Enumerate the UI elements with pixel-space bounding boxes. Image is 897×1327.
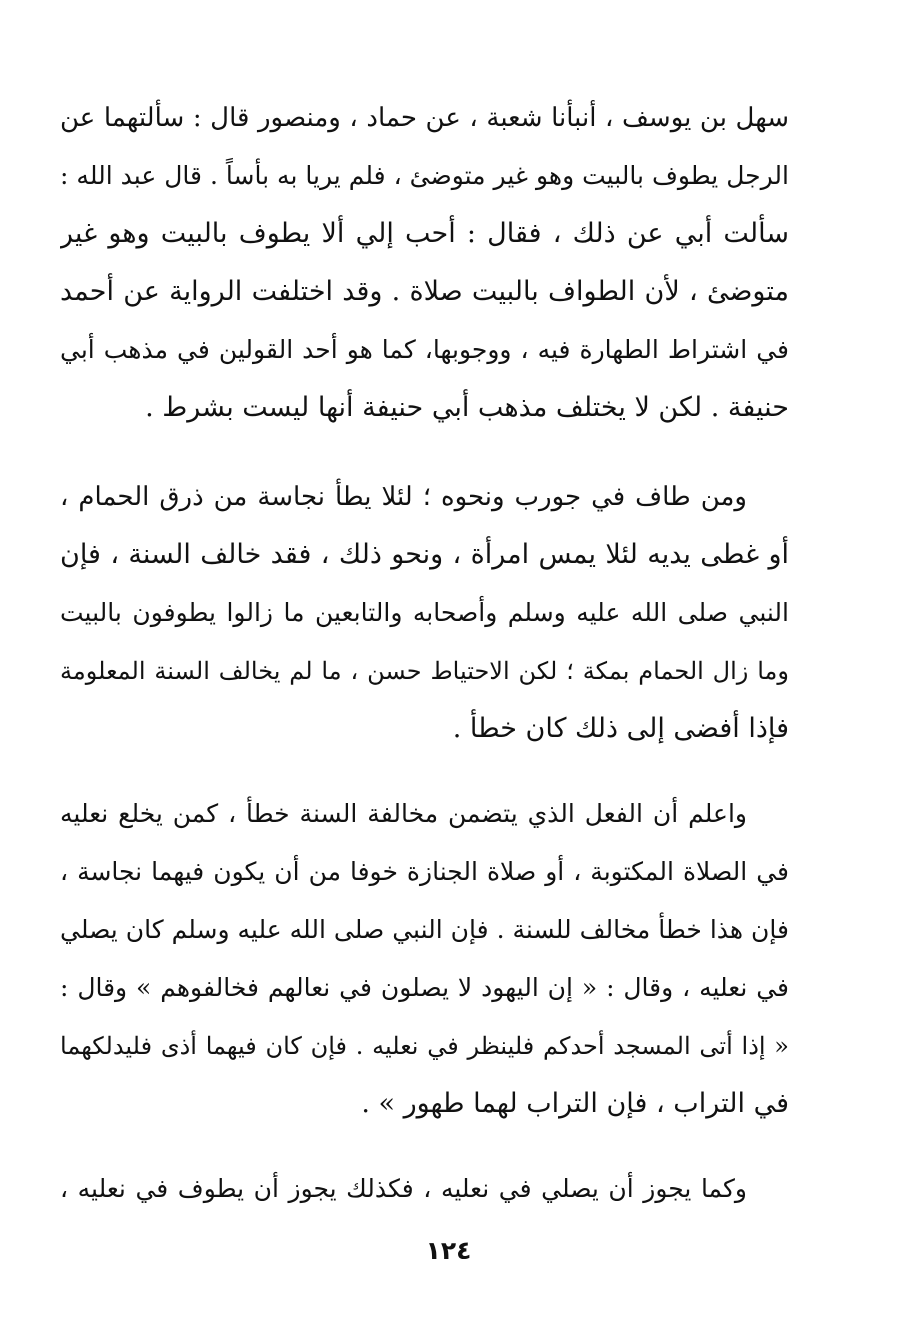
text-line: « إذا أتى المسجد أحدكم فلينظر في نعليه . فإن كان فيهما أذى فليدلكهما bbox=[60, 1032, 789, 1060]
text-line: النبي صلى الله عليه وسلم وأصحابه والتابعين ما زالوا يطوفون بالبيت bbox=[60, 598, 789, 627]
text-line: وما زال الحمام بمكة ؛ لكن الاحتياط حسن ، ما لم يخالف السنة المعلومة bbox=[60, 657, 789, 685]
text-line: أو غطى يديه لئلا يمس امرأة ، ونحو ذلك ، فقد خالف السنة ، فإن bbox=[60, 539, 789, 570]
text-line: حنيفة . لكن لا يختلف مذهب أبي حنيفة أنها ليست بشرط . bbox=[145, 392, 789, 423]
text-line: متوضئ ، لأن الطواف بالبيت صلاة . وقد اختلفت الرواية عن أحمد bbox=[60, 276, 789, 307]
text-line: واعلم أن الفعل الذي يتضمن مخالفة السنة خطأ ، كمن يخلع نعليه bbox=[60, 799, 747, 828]
text-line: فإذا أفضى إلى ذلك كان خطأ . bbox=[452, 713, 789, 744]
text-line: في التراب ، فإن التراب لهما طهور » . bbox=[361, 1088, 789, 1119]
text-line: الرجل يطوف بالبيت وهو غير متوضئ ، فلم يريا به بأساً . قال عبد الله : bbox=[60, 161, 789, 190]
text-line: في الصلاة المكتوبة ، أو صلاة الجنازة خوفا من أن يكون فيهما نجاسة ، bbox=[60, 857, 789, 886]
text-line: فإن هذا خطأ مخالف للسنة . فإن النبي صلى الله عليه وسلم كان يصلي bbox=[60, 915, 789, 944]
text-line: سهل بن يوسف ، أنبأنا شعبة ، عن حماد ، ومنصور قال : سألتهما عن bbox=[60, 103, 789, 133]
page-number: ١٢٤ bbox=[425, 1236, 472, 1265]
text-line: وكما يجوز أن يصلي في نعليه ، فكذلك يجوز أن يطوف في نعليه ، bbox=[60, 1174, 747, 1203]
text-line: في اشتراط الطهارة فيه ، ووجوبها، كما هو أحد القولين في مذهب أبي bbox=[60, 335, 789, 364]
text-line: في نعليه ، وقال : « إن اليهود لا يصلون في نعالهم فخالفوهم » وقال : bbox=[60, 973, 789, 1002]
text-line: سألت أبي عن ذلك ، فقال : أحب إلي ألا يطوف بالبيت وهو غير bbox=[60, 218, 789, 249]
text-line: ومن طاف في جورب ونحوه ؛ لئلا يطأ نجاسة من ذرق الحمام ، bbox=[60, 482, 747, 512]
